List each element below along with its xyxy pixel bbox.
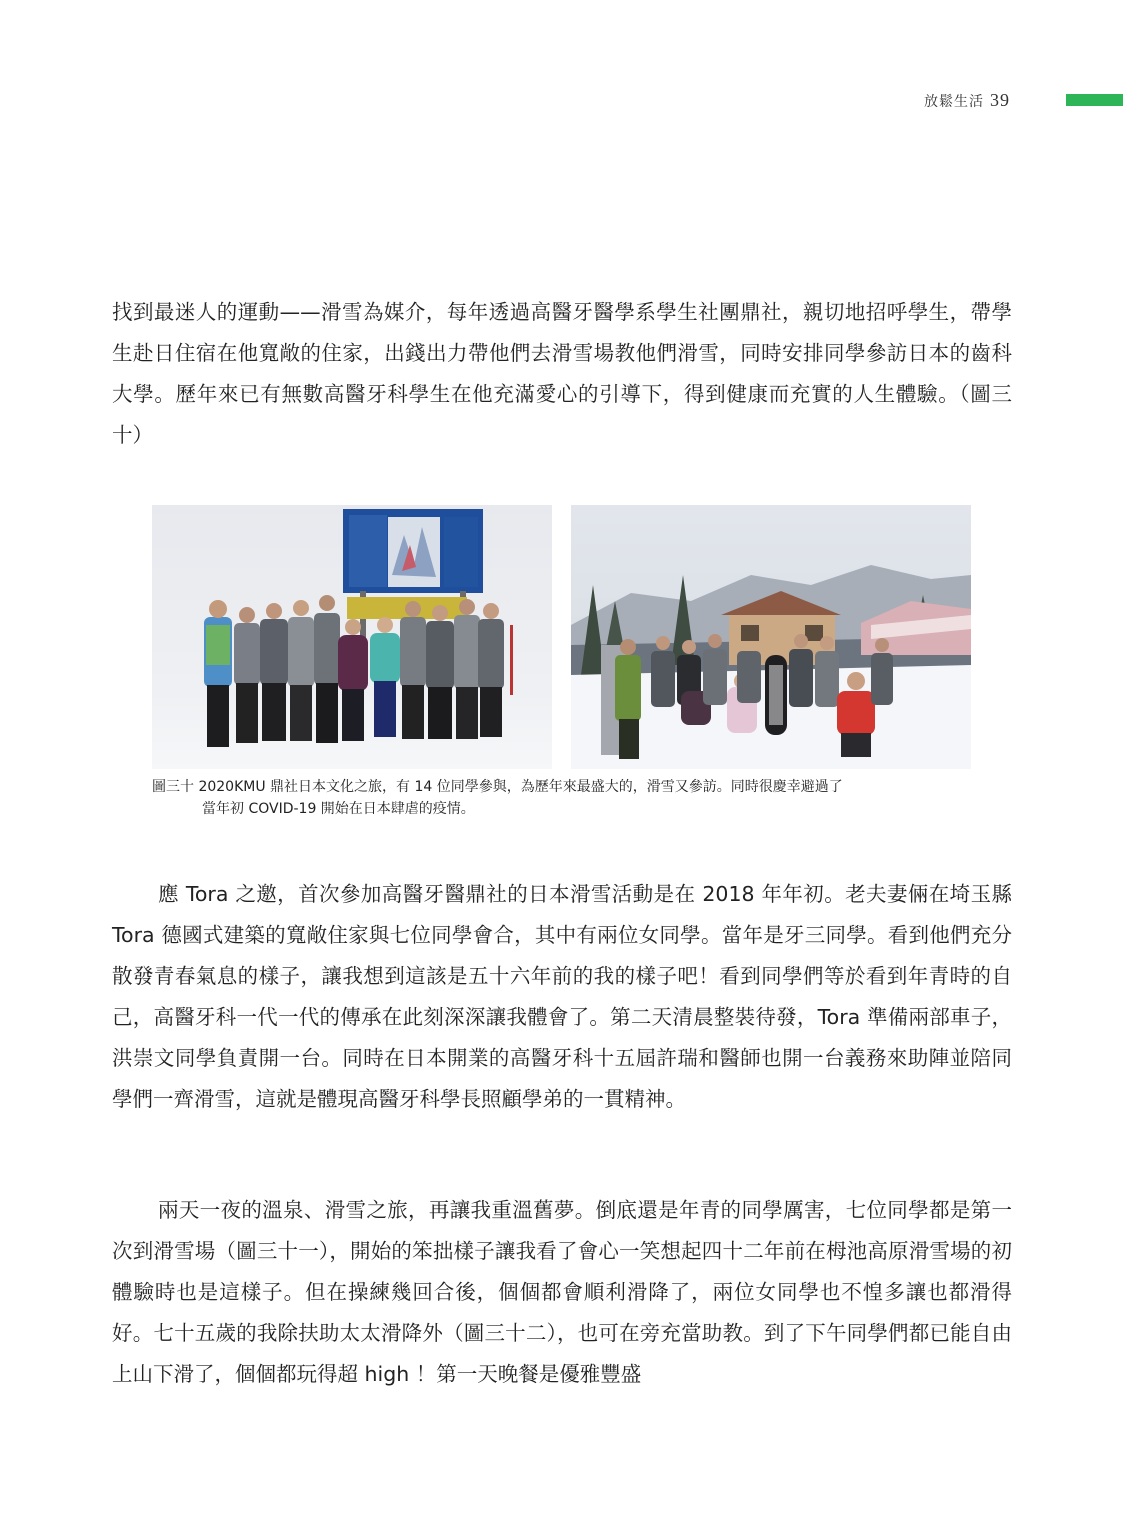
caption-line-1: 圖三十 2020KMU 鼎社日本文化之旅，有 14 位同學參與，為歷年來最盛大的，滑雪又參訪。同時很慶幸避過了 [152,779,843,795]
paragraph-3: 兩天一夜的溫泉、滑雪之旅，再讓我重溫舊夢。倒底還是年青的同學厲害，七位同學都是第一次到滑雪場（圖三十一），開始的笨拙樣子讓我看了會心一笑想起四十二年前在栂池高原滑雪場的初體驗時也是這樣子。但在操練幾回合後，個個都會順利滑降了，兩位女同學也不惶多讓也都滑得好。七十五歲的我除扶助太太滑降外（圖三十二），也可在旁充當助教。到了下午同學們都已能自由上山下滑了，個個都玩得超 high ！第一天晚餐是優雅豐盛 [112,1198,1012,1386]
group-photo-trail-map [152,505,552,769]
figure-caption [152,776,982,820]
paragraph-1: 找到最迷人的運動——滑雪為媒介，每年透過高醫牙醫學系學生社團鼎社，親切地招呼學生，帶學生赴日住宿在他寬敞的住家，出錢出力帶他們去滑雪場教他們滑雪，同時安排同學參訪日本的齒科大學。歷年來已有無數高醫牙科學生在他充滿愛心的引導下，得到健康而充實的人生體驗。（圖三十） [112,300,1012,447]
caption-line-2: 當年初 COVID-19 開始在日本肆虐的疫情。 [202,801,475,817]
paragraph-2: 應 Tora 之邀，首次參加高醫牙醫鼎社的日本滑雪活動是在 2018 年年初。老夫妻倆在埼玉縣 Tora 德國式建築的寬敞住家與七位同學會合，其中有兩位女同學。當年是牙三同學。看到他們充分散發青春氣息的樣子，讓我想到這該是五十六年前的我的樣子吧！看到同學們等於看到年青時的自己，高醫牙科一代一代的傳承在此刻深深讓我體會了。第二天清晨整裝待發，Tora 準備兩部車子，洪崇文同學負責開一台。同時在日本開業的高醫牙科十五屆許瑞和醫師也開一台義務來助陣並陪同學們一齊滑雪，這就是體現高醫牙科學長照顧學弟的一貫精神。 [112,882,1012,1111]
group-photo-ski-resort [571,505,971,769]
header-accent-bar [1066,94,1123,106]
running-header [890,90,1010,111]
section-title: 放鬆生活 [924,94,984,110]
page-number: 39 [990,90,1010,110]
